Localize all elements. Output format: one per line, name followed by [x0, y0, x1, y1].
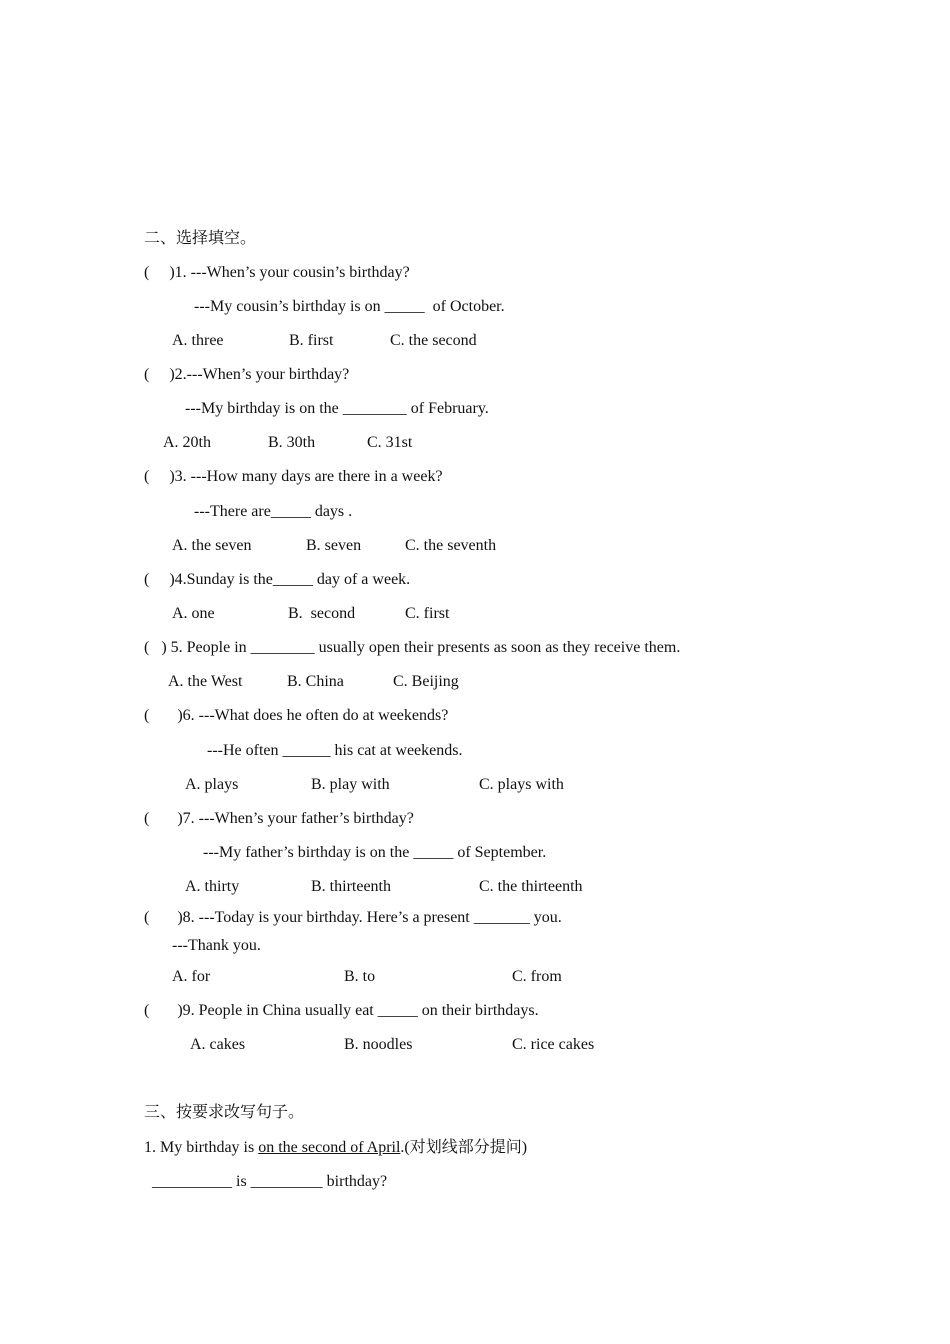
question-4-option-a: A. one — [172, 605, 215, 622]
question-4-option-b: B. second — [288, 605, 356, 622]
question-8: ( )8. ---Today is your birthday. Here’s a present _______ you. — [144, 909, 562, 926]
question-1-option-b: B. first — [289, 332, 334, 349]
question-6-option-b: B. play with — [311, 776, 390, 793]
question-9-option-c: C. rice cakes — [512, 1036, 595, 1053]
question-7-answer-line: ---My father’s birthday is on the _____ of September. — [203, 844, 547, 861]
question-3-answer-line: ---There are_____ days . — [194, 503, 353, 520]
question-7-option-a: A. thirty — [185, 878, 240, 895]
question-6-option-c: C. plays with — [479, 776, 564, 793]
section-heading-multiple-choice: 二、选择填空。 — [144, 230, 257, 247]
question-3-option-a: A. the seven — [172, 537, 252, 554]
question-8-option-c: C. from — [512, 968, 562, 985]
question-3-option-b: B. seven — [306, 537, 362, 554]
question-2-option-a: A. 20th — [163, 434, 211, 451]
rewrite-item-1-prefix: 1. My birthday is — [144, 1139, 259, 1156]
question-4: ( )4.Sunday is the_____ day of a week. — [144, 571, 411, 588]
question-4-option-c: C. first — [405, 605, 450, 622]
question-1: ( )1. ---When’s your cousin’s birthday? — [144, 264, 410, 281]
question-5: ( ) 5. People in ________ usually open their presents as soon as they receive them. — [144, 639, 681, 656]
question-8-option-b: B. to — [344, 968, 376, 985]
question-5-option-a: A. the West — [168, 673, 243, 690]
question-7-option-b: B. thirteenth — [311, 878, 391, 895]
question-3-option-c: C. the seventh — [405, 537, 497, 554]
rewrite-item-1-underlined-phrase: on the second of April — [258, 1139, 401, 1156]
question-1-option-c: C. the second — [390, 332, 477, 349]
question-7: ( )7. ---When’s your father’s birthday? — [144, 810, 414, 827]
question-9-option-a: A. cakes — [190, 1036, 246, 1053]
section-heading-rewrite: 三、按要求改写句子。 — [144, 1104, 305, 1121]
question-9: ( )9. People in China usually eat _____ on their birthdays. — [144, 1002, 539, 1019]
question-9-option-b: B. noodles — [344, 1036, 413, 1053]
question-2: ( )2.---When’s your birthday? — [144, 366, 350, 383]
question-5-option-c: C. Beijing — [393, 673, 459, 690]
question-8-answer-line: ---Thank you. — [172, 937, 261, 954]
question-6-option-a: A. plays — [185, 776, 239, 793]
question-2-answer-line: ---My birthday is on the ________ of February. — [185, 400, 489, 417]
rewrite-item-1 — [144, 1138, 527, 1158]
question-5-option-b: B. China — [287, 673, 344, 690]
question-8-option-a: A. for — [172, 968, 211, 985]
question-2-option-b: B. 30th — [268, 434, 316, 451]
question-6-answer-line: ---He often ______ his cat at weekends. — [207, 742, 463, 759]
question-6: ( )6. ---What does he often do at weekends? — [144, 707, 449, 724]
rewrite-item-1-suffix: .(对划线部分提问) — [400, 1139, 528, 1156]
question-3: ( )3. ---How many days are there in a week? — [144, 468, 443, 485]
rewrite-item-1-answer-line: __________ is _________ birthday? — [152, 1173, 388, 1190]
question-2-option-c: C. 31st — [367, 434, 413, 451]
question-1-option-a: A. three — [172, 332, 224, 349]
question-1-answer-line: ---My cousin’s birthday is on _____ of October. — [194, 298, 505, 315]
question-7-option-c: C. the thirteenth — [479, 878, 583, 895]
